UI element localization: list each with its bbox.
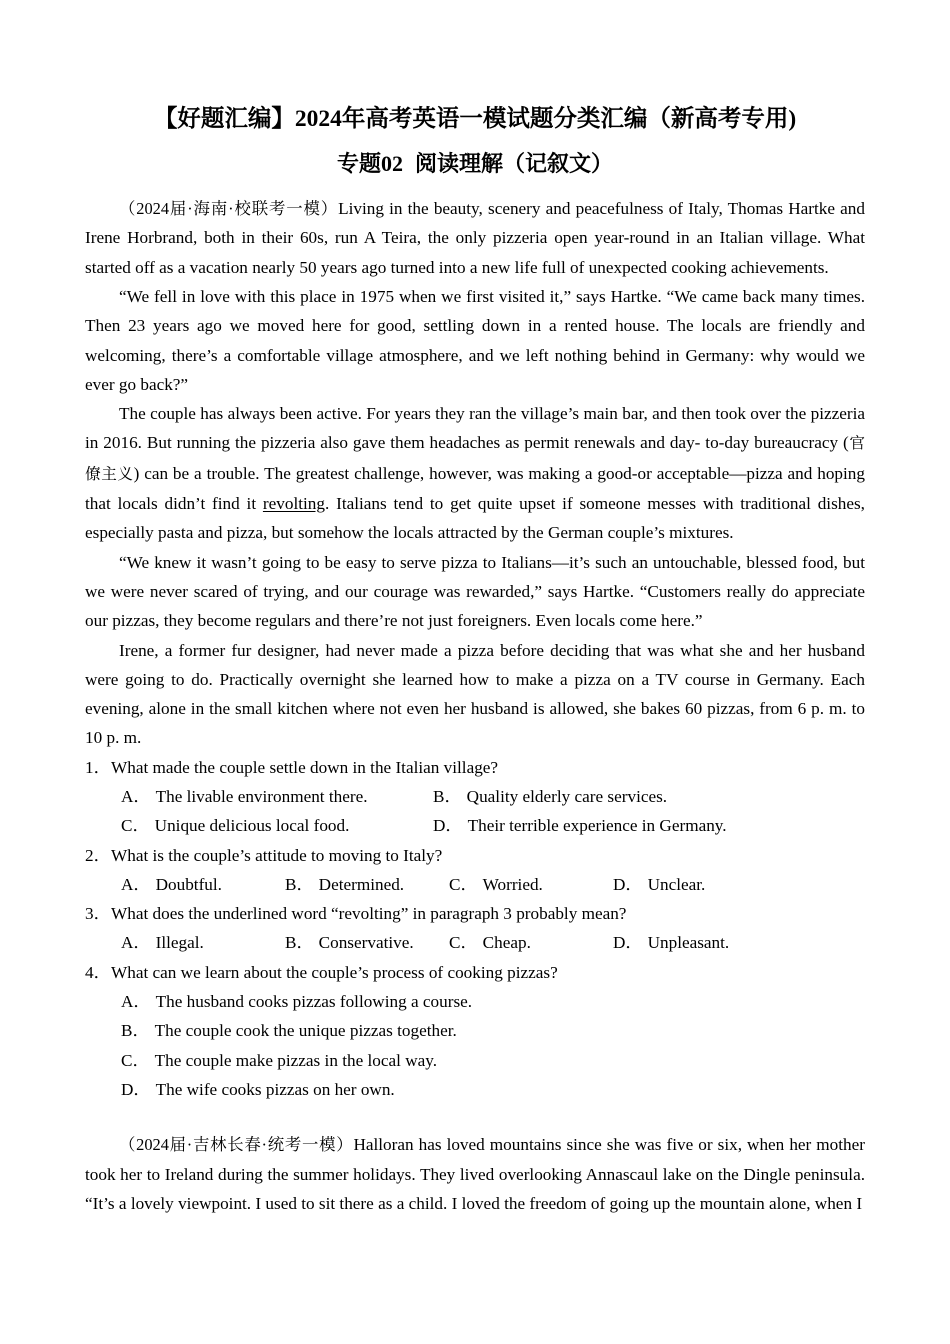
passage1-paragraph-2: “We fell in love with this place in 1975 when we first visited it,” says Hartke. “We came back many times. Then 23 years ago we moved here for good, settling down in a rented house. The locals are friendly and welcoming, there’s a comfortable village atmosphere, and we left nothing behind in Germany: why would we ever go back?” [85, 286, 865, 394]
option-text: The couple cook the unique pizzas together. [154, 1021, 457, 1041]
question-3-stem [85, 899, 865, 928]
option-row [121, 1016, 865, 1045]
option-letter: A． [121, 874, 151, 894]
option-text: Conservative. [318, 933, 414, 953]
passage1-paragraph-3 [85, 399, 865, 547]
option-letter: B． [433, 786, 462, 806]
option-text: Their terrible experience in Germany. [467, 816, 727, 836]
option-text: The livable environment there. [155, 786, 368, 806]
option-row [121, 928, 865, 957]
passage2-paragraph-1 [85, 1130, 865, 1218]
option-row [121, 1075, 865, 1104]
option-letter: B． [121, 1021, 150, 1041]
option-row [121, 1046, 865, 1075]
question-3 [85, 899, 865, 958]
option-text: Determined. [318, 874, 405, 894]
option-1-A[interactable] [121, 782, 433, 811]
page-title: 【好题汇编】2024年高考英语一模试题分类汇编（新高考专用) [153, 106, 797, 132]
option-text: Unpleasant. [647, 933, 730, 953]
option-3-D[interactable] [613, 928, 777, 957]
option-letter: B． [285, 933, 314, 953]
question-4 [85, 958, 865, 1104]
option-letter: D． [613, 874, 643, 894]
subtitle-topic-name: 阅读理解（记叙文） [415, 151, 614, 177]
option-2-C[interactable] [449, 870, 613, 899]
option-1-C[interactable] [121, 811, 433, 840]
option-2-B[interactable] [285, 870, 449, 899]
question-1-text: What made the couple settle down in the Italian village? [111, 757, 499, 777]
option-letter: A． [121, 786, 151, 806]
option-text: Worried. [482, 874, 543, 894]
question-2 [85, 841, 865, 900]
question-3-number: 3． [85, 904, 111, 924]
option-row [121, 870, 865, 899]
option-text: Unclear. [647, 874, 706, 894]
option-text: The husband cooks pizzas following a course. [155, 992, 473, 1012]
option-text: Cheap. [482, 933, 531, 953]
question-2-stem [85, 841, 865, 870]
section-subtitle [85, 149, 865, 178]
option-4-A[interactable] [121, 987, 472, 1016]
option-letter: C． [449, 874, 478, 894]
question-4-stem [85, 958, 865, 987]
question-3-text: What does the underlined word “revolting” in paragraph 3 probably mean? [111, 904, 627, 924]
option-3-B[interactable] [285, 928, 449, 957]
option-1-B[interactable] [433, 782, 745, 811]
option-row [121, 987, 865, 1016]
option-4-B[interactable] [121, 1016, 457, 1045]
option-letter: C． [449, 933, 478, 953]
passage1-paragraph-5: Irene, a former fur designer, had never made a pizza before deciding that was what she and her husband were going to do. Practically overnight she learned how to make a pizza on a TV course in Germany. Each evening, alone in the small kitchen where not even her husband is allowed, she bakes 60 pizzas, from 6 p. m. to 10 p. m. [85, 640, 865, 748]
option-1-D[interactable] [433, 811, 745, 840]
passage1-paragraph-4: “We knew it wasn’t going to be easy to serve pizza to Italians—it’s such an untouchable, blessed food, but we were never scared of trying, and our courage was rewarded,” says Hartke. “Customers really do appreciate our pizzas, they become regulars and there’re not just foreigners. Even locals come here.” [85, 552, 865, 631]
option-3-A[interactable] [121, 928, 285, 957]
question-2-number: 2． [85, 845, 111, 865]
passage1-paragraph-3-part-c: . Italians tend to get quite upset if someone messes with traditional dishes, especially pasta and pizza, but somehow the locals attracted by the German couple’s mixtures. [85, 494, 865, 543]
option-letter: B． [285, 874, 314, 894]
question-3-options [121, 928, 865, 957]
option-2-A[interactable] [121, 870, 285, 899]
passage1-chinese-gloss: 官僚主义 [85, 434, 865, 483]
question-2-text: What is the couple’s attitude to moving to Italy? [111, 845, 443, 865]
option-text: The wife cooks pizzas on her own. [155, 1079, 395, 1099]
underlined-word-revolting: revolting [262, 494, 325, 514]
question-4-number: 4． [85, 962, 111, 982]
subtitle-topic-number: 专题02 [336, 151, 403, 177]
option-letter: D． [613, 933, 643, 953]
option-3-C[interactable] [449, 928, 613, 957]
option-text: Unique delicious local food. [154, 816, 350, 836]
option-letter: C． [121, 816, 150, 836]
question-4-options [121, 987, 865, 1104]
passage1-paragraph-1 [85, 194, 865, 282]
question-1-options [121, 782, 865, 841]
passage2-source-tag: （2024届·吉林长春·统考一模） [119, 1135, 354, 1155]
option-letter: D． [433, 816, 463, 836]
option-letter: C． [121, 1050, 150, 1070]
option-text: The couple make pizzas in the local way. [154, 1050, 438, 1070]
option-letter: A． [121, 992, 151, 1012]
passage1-source-tag: （2024届·海南·校联考一模） [119, 199, 339, 219]
option-row [121, 782, 865, 811]
option-letter: A． [121, 933, 151, 953]
option-text: Illegal. [155, 933, 204, 953]
option-text: Doubtful. [155, 874, 222, 894]
question-1-stem [85, 753, 865, 782]
option-2-D[interactable] [613, 870, 777, 899]
question-2-options [121, 870, 865, 899]
passage2-paragraph-1-text: Halloran has loved mountains since she was five or six, when her mother took her to Ireland during the summer holidays. They lived overlooking Annascaul lake on the Dingle peninsula. “It’s a lovely viewpoint. I used to sit there as a child. I loved the freedom of going up the mountain alone, when I [85, 1135, 865, 1213]
passage1-paragraph-3-part-a: The couple has always been active. For years they ran the village’s main bar, and then took over the pizzeria in 2016. But running the pizzeria also gave them headaches as permit renewals and day- to-day bureaucracy ( [85, 404, 865, 453]
passage1-paragraph-3-part-b: ) can be a trouble. The greatest challenge, however, was making a good-or acceptable—pizza and hoping that locals didn’t find it [85, 463, 865, 514]
passage1-paragraph-1-text: Living in the beauty, scenery and peacefulness of Italy, Thomas Hartke and Irene Horbrand, both in their 60s, run A Teira, the only pizzeria open year-round in an Italian village. What started off as a vacation nearly 50 years ago turned into a new life full of unexpected cooking achievements. [85, 199, 865, 277]
option-row [121, 811, 865, 840]
option-text: Quality elderly care services. [466, 786, 668, 806]
option-4-C[interactable] [121, 1046, 437, 1075]
section-gap [85, 1104, 865, 1130]
question-1-number: 1． [85, 757, 111, 777]
question-4-text: What can we learn about the couple’s process of cooking pizzas? [111, 962, 558, 982]
option-4-D[interactable] [121, 1075, 395, 1104]
option-letter: D． [121, 1079, 151, 1099]
question-1 [85, 753, 865, 841]
